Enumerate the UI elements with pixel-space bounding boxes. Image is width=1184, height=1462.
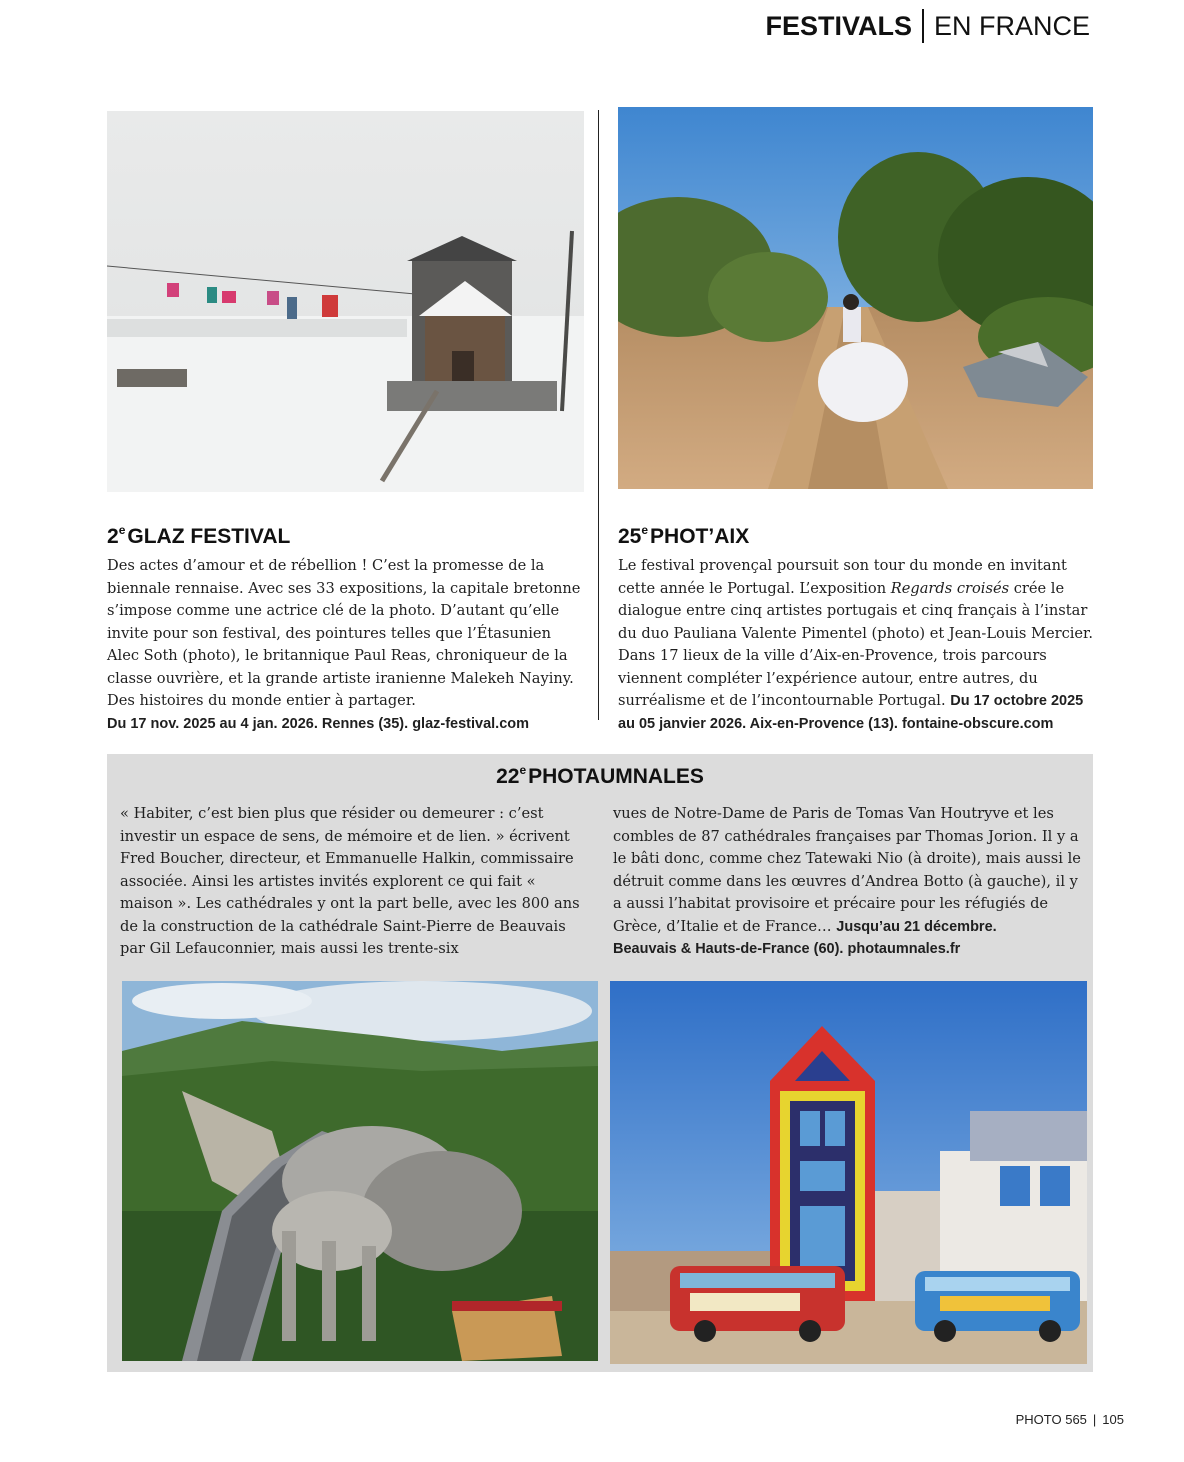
photaix-link[interactable]: fontaine-obscure.com <box>901 715 1054 732</box>
photaumnales-col2: vues de Notre-Dame de Paris de Tomas Van Houtryve et les combles de 87 cathédrales françaises par Thomas Jorion. Il y a le bâti donc, comme chez Tatewaki Nio (à droite), mais aussi le détruit comme dans les œuvres d’Andrea Botto (à gauche), il y a aussi l’habitat provisoire et précaire pour les réfugiés de Grèce, d’Italie et de France… Jusqu’au 21 décembre. Beauvais & Hauts-de-France (60). photaumnales.fr <box>613 805 1081 957</box>
column-divider <box>598 110 599 720</box>
glaz-link[interactable]: glaz-festival.com <box>412 715 530 732</box>
photaix-body: Le festival provençal poursuit son tour du monde en invitant cette année le Portugal. L’exposition Regards croisés crée le dialogue entre cinq artistes portugais et cinq français à l’instar du duo Pauliana Valente Pimentel (photo) et Jean-Louis Mercier. Dans 17 lieux de la ville d’Aix-en-Provence, trois parcours viennent compléter l’expérience autour, entre autres, du surréalisme et de l’incontournable Portugal. Du 17 octobre 2025 au 05 janvier 2026. Aix-en-Provence (13). fontaine-obscure.com <box>618 557 1094 732</box>
photaix-title: 25ePHOT’AIX <box>618 523 750 548</box>
photaix-photo <box>618 107 1093 489</box>
page-footer: PHOTO 565 | 105 <box>1015 1412 1124 1427</box>
header-divider <box>922 9 924 43</box>
glaz-title: 2eGLAZ FESTIVAL <box>107 523 291 548</box>
glaz-body: Des actes d’amour et de rébellion ! C’est la promesse de la biennale rennaise. Avec ses 33 expositions, la capitale bretonne s’impose comme une actrice clé de la photo. D’autant qu’elle invite pour son festival, des pointures telles que l’Étasunien Alec Soth (photo), le britannique Paul Reas, chroniqueur de la classe ouvrière, et la grande artiste iranienne Malekeh Nayiny. Des histoires du monde entier à partager. Du 17 nov. 2025 au 4 jan. 2026. Rennes (35). glaz-festival.com <box>107 557 581 732</box>
photaumnales-box <box>107 754 1093 1372</box>
glaz-photo <box>107 111 584 492</box>
building-photo <box>610 981 1087 1364</box>
section-subtitle: EN FRANCE <box>933 10 1090 41</box>
magazine-issue: PHOTO 565 <box>1015 1412 1087 1427</box>
photaumnales-link[interactable]: photaumnales.fr <box>847 941 961 957</box>
section-title: FESTIVALS <box>765 10 912 41</box>
photaumnales-col1: « Habiter, c’est bien plus que résider ou demeurer : c’est investir un espace de sens, de mémoire et de lien. » écrivent Fred Boucher, directeur, et Emmanuelle Halkin, commissaire associée. Ainsi les artistes invités explorent ce qui fait « maison ». Les cathédrales y ont la part belle, avec les 800 ans de la construction de la cathédrale Saint-Pierre de Beauvais par Gil Lefauconnier, mais aussi les trente-six <box>120 805 580 957</box>
viaduct-photo <box>122 981 598 1361</box>
section-header <box>765 8 1090 44</box>
page-number: 105 <box>1102 1412 1124 1427</box>
photaumnales-title: 22ePHOTAUMNALES <box>496 763 704 788</box>
